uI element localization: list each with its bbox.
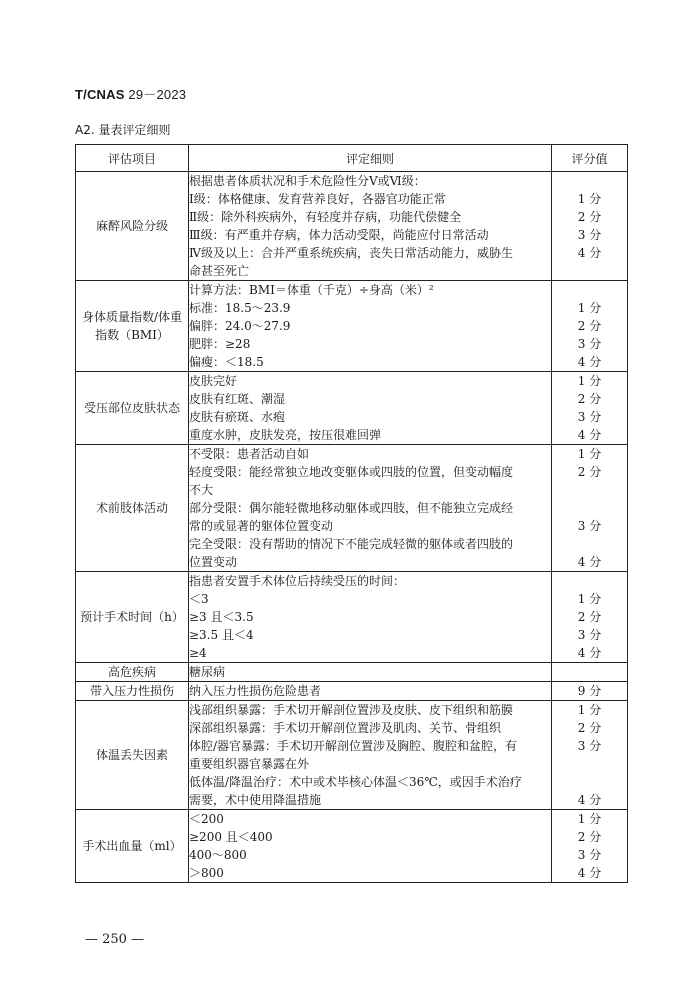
detail-line: 深部组织暴露：手术切开解剖位置涉及肌肉、关节、骨组织 <box>189 721 502 735</box>
score-value: 4 分 <box>577 428 602 442</box>
score-value <box>552 499 627 517</box>
score-value: 2 分 <box>577 610 602 624</box>
score-value: 4 分 <box>577 646 602 660</box>
detail-line: 不受限：患者活动自如 <box>189 447 310 461</box>
table-row <box>76 810 628 883</box>
detail-line: 指患者安置手术体位后持续受压的时间： <box>189 574 406 588</box>
detail-line: 400～800 <box>189 848 247 862</box>
detail-line: 纳入压力性损伤危险患者 <box>189 684 322 698</box>
detail-line: 低体温/降温治疗：术中或术毕核心体温＜36℃，或因手术治疗 <box>189 775 522 789</box>
detail-line: Ⅳ级及以上：合并严重系统疾病，丧失日常活动能力，威胁生 <box>189 246 513 260</box>
detail-line: 皮肤完好 <box>189 374 238 388</box>
document-code <box>75 84 186 103</box>
score-value: 4 分 <box>577 355 602 369</box>
assessment-detail <box>189 663 552 682</box>
detail-line: 偏胖：24.0～27.9 <box>189 319 291 333</box>
column-header-detail: 评定细则 <box>189 145 552 172</box>
assessment-detail <box>189 281 552 372</box>
score-value <box>552 663 627 681</box>
score-value: 3 分 <box>577 337 602 351</box>
score-cell <box>552 372 628 445</box>
assessment-detail <box>189 682 552 701</box>
score-cell <box>552 701 628 810</box>
detail-line: 需要，术中使用降温措施 <box>189 793 322 807</box>
table-row <box>76 281 628 372</box>
assessment-item: 带入压力性损伤 <box>76 682 189 701</box>
detail-line: 标准：18.5～23.9 <box>189 301 291 315</box>
detail-line: Ⅰ级：体格健康、发育营养良好，各器官功能正常 <box>189 192 446 206</box>
score-value: 2 分 <box>577 465 602 479</box>
score-value <box>552 755 627 773</box>
score-cell <box>552 810 628 883</box>
detail-line: 糖尿病 <box>189 665 226 679</box>
score-value: 4 分 <box>577 246 602 260</box>
table-row <box>76 701 628 810</box>
detail-line: 常的或显著的躯体位置变动 <box>189 519 334 533</box>
assessment-item: 预计手术时间（h） <box>76 572 189 663</box>
score-value <box>552 535 627 553</box>
detail-line: ≥200 且＜400 <box>189 830 273 844</box>
detail-line: 部分受限：偶尔能轻微地移动躯体或四肢，但不能独立完成经 <box>189 501 514 515</box>
detail-line: ≥4 <box>189 646 207 660</box>
score-cell <box>552 682 628 701</box>
assessment-item: 麻醉风险分级 <box>76 172 189 281</box>
assessment-detail <box>189 445 552 572</box>
score-value: 2 分 <box>577 721 602 735</box>
score-value: 1 分 <box>577 192 602 206</box>
score-value: 1 分 <box>577 592 602 606</box>
score-value: 9 分 <box>577 684 602 698</box>
table-row <box>76 445 628 572</box>
score-value: 3 分 <box>577 628 602 642</box>
score-value: 3 分 <box>577 228 602 242</box>
detail-line: ≥3.5 且＜4 <box>189 628 254 642</box>
score-value <box>552 281 627 299</box>
detail-line: 轻度受限：能经常独立地改变躯体或四肢的位置，但变动幅度 <box>189 465 514 479</box>
table-row <box>76 682 628 701</box>
detail-line: 肥胖：≥28 <box>189 337 251 351</box>
document-code-prefix: T/CNAS <box>75 87 125 102</box>
document-code-number: 29－2023 <box>124 87 187 102</box>
detail-line: 偏瘦：＜18.5 <box>189 355 264 369</box>
detail-line: ＞800 <box>189 866 224 880</box>
table-row <box>76 172 628 281</box>
score-value <box>552 262 627 280</box>
assessment-item: 高危疾病 <box>76 663 189 682</box>
assessment-detail <box>189 572 552 663</box>
page-number: — 250 — <box>85 932 145 947</box>
assessment-detail <box>189 172 552 281</box>
assessment-detail <box>189 810 552 883</box>
score-value: 2 分 <box>577 210 602 224</box>
score-value <box>552 481 627 499</box>
assessment-detail <box>189 701 552 810</box>
column-header-item: 评估项目 <box>76 145 189 172</box>
detail-line: ≥3 且＜3.5 <box>189 610 254 624</box>
detail-line: 不大 <box>189 483 214 497</box>
score-cell <box>552 572 628 663</box>
assessment-item: 术前肢体活动 <box>76 445 189 572</box>
detail-line: 皮肤有红斑、潮湿 <box>189 392 286 406</box>
assessment-item: 身体质量指数/体重指数（BMI） <box>76 281 189 372</box>
detail-line: ＜200 <box>189 812 224 826</box>
table-row <box>76 663 628 682</box>
detail-line: ＜3 <box>189 592 209 606</box>
score-cell <box>552 172 628 281</box>
detail-line: 根据患者体质状况和手术危险性分Ⅴ或Ⅵ级： <box>189 174 426 188</box>
score-cell <box>552 663 628 682</box>
score-value: 3 分 <box>577 739 602 753</box>
score-value: 1 分 <box>577 447 602 461</box>
assessment-item: 体温丢失因素 <box>76 701 189 810</box>
table-body <box>76 172 628 883</box>
score-value: 4 分 <box>577 793 602 807</box>
detail-line: 计算方法：BMI＝体重（千克）÷身高（米）² <box>189 283 434 297</box>
assessment-detail <box>189 372 552 445</box>
score-value: 3 分 <box>577 410 602 424</box>
section-title: A2. 量表评定细则 <box>75 123 171 137</box>
assessment-scale-table <box>75 144 628 883</box>
score-value: 4 分 <box>577 866 602 880</box>
detail-line: Ⅲ级：有严重并存病，体力活动受限，尚能应付日常活动 <box>189 228 489 242</box>
score-cell <box>552 445 628 572</box>
score-value: 4 分 <box>577 555 602 569</box>
detail-line: 浅部组织暴露：手术切开解剖位置涉及皮肤、皮下组织和筋膜 <box>189 703 514 717</box>
table-header-row <box>76 145 628 172</box>
detail-line: 皮肤有瘀斑、水疱 <box>189 410 286 424</box>
assessment-item: 手术出血量（ml） <box>76 810 189 883</box>
score-value: 1 分 <box>577 301 602 315</box>
score-value: 1 分 <box>577 812 602 826</box>
table-row <box>76 372 628 445</box>
score-value <box>552 773 627 791</box>
detail-line: 完全受限：没有帮助的情况下不能完成轻微的躯体或者四肢的 <box>189 537 514 551</box>
score-value: 2 分 <box>577 392 602 406</box>
detail-line: Ⅱ级：除外科疾病外，有轻度并存病，功能代偿健全 <box>189 210 462 224</box>
score-value <box>552 572 627 590</box>
detail-line: 重要组织器官暴露在外 <box>189 757 310 771</box>
assessment-item: 受压部位皮肤状态 <box>76 372 189 445</box>
score-value <box>552 172 627 190</box>
score-value: 1 分 <box>577 374 602 388</box>
detail-line: 重度水肿，皮肤发亮，按压很难回弹 <box>189 428 382 442</box>
detail-line: 位置变动 <box>189 555 238 569</box>
score-value: 2 分 <box>577 830 602 844</box>
table-row <box>76 572 628 663</box>
score-value: 1 分 <box>577 703 602 717</box>
score-value: 3 分 <box>577 848 602 862</box>
score-cell <box>552 281 628 372</box>
column-header-score: 评分值 <box>552 145 628 172</box>
detail-line: 体腔/器官暴露：手术切开解剖位置涉及胸腔、腹腔和盆腔，有 <box>189 739 518 753</box>
score-value: 3 分 <box>577 519 602 533</box>
detail-line: 命甚至死亡 <box>189 264 250 278</box>
score-value: 2 分 <box>577 319 602 333</box>
